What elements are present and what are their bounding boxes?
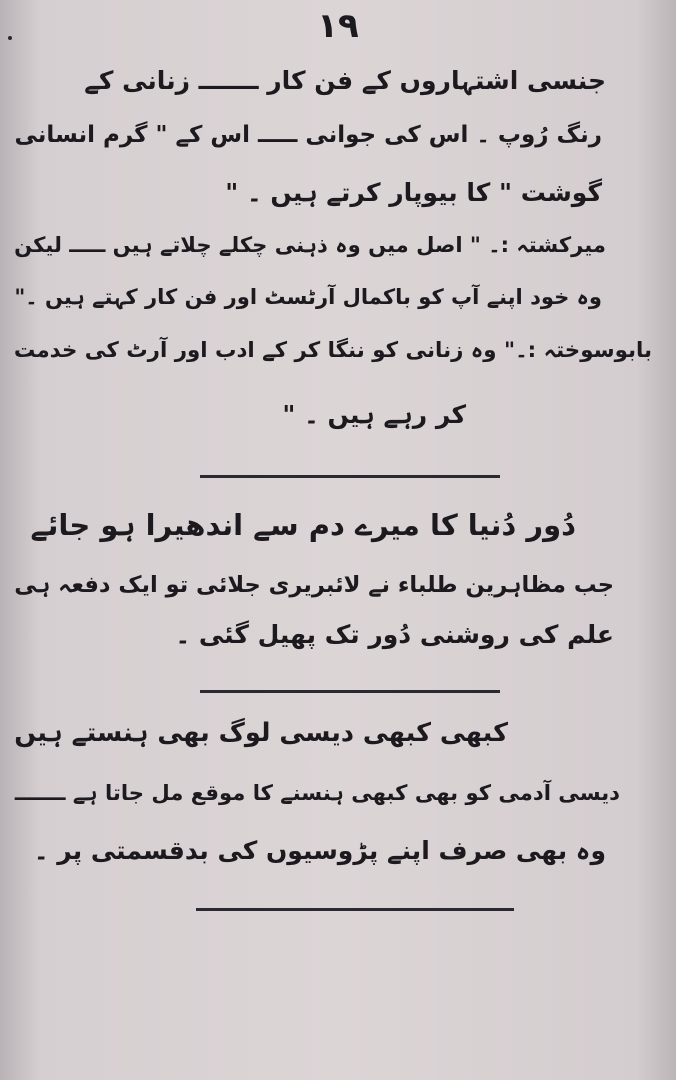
section2-line-2: علم کی روشنی دُور تک پھیل گئی ۔	[175, 620, 614, 649]
paragraph1-line-1: جنسی اشتہاروں کے فن کار ـــــــ زنانی کے	[84, 66, 606, 95]
page-number: ۱۹	[317, 6, 359, 46]
section3-line-1: دیسی آدمی کو بھی کبھی ہنسنے کا موقع مل جاتا ہے ـــــــ	[14, 780, 620, 805]
section3-heading: کبھی کبھی دیسی لوگ بھی ہنستے ہیں	[14, 718, 508, 748]
section2-line-1: جب مظاہرین طلباء نے لائبریری جلائی تو ایک دفعہ ہی	[14, 572, 614, 598]
divider-1	[200, 475, 500, 478]
paragraph1-line-5: وہ خود اپنے آپ کو باکمال آرٹسٹ اور فن کار کہتے ہیں ۔"	[14, 284, 602, 309]
paragraph1-line-2: رنگ رُوپ ۔ اس کی جوانی ـــــ اس کے " گرم انسانی	[14, 122, 602, 148]
divider-3	[196, 908, 514, 911]
section3-line-2: وہ بھی صرف اپنے پڑوسیوں کی بدقسمتی پر ۔	[33, 836, 606, 865]
paragraph1-line-6: بابوسوختہ :۔" وہ زنانی کو ننگا کر کے ادب اور آرٹ کی خدمت	[13, 338, 652, 363]
paragraph1-line-7: کر رہے ہیں ۔ "	[282, 400, 466, 429]
paragraph1-line-3: گوشت " کا بیوپار کرتے ہیں ۔ "	[225, 178, 602, 207]
section2-heading: دُور دُنیا کا میرے دم سے اندھیرا ہو جائے	[30, 508, 576, 542]
paragraph1-line-4: میرکشتہ :۔ " اصل میں وہ ذہنی چکلے چلاتے ہیں ـــــ لیکن	[14, 232, 606, 257]
divider-2	[200, 690, 500, 693]
